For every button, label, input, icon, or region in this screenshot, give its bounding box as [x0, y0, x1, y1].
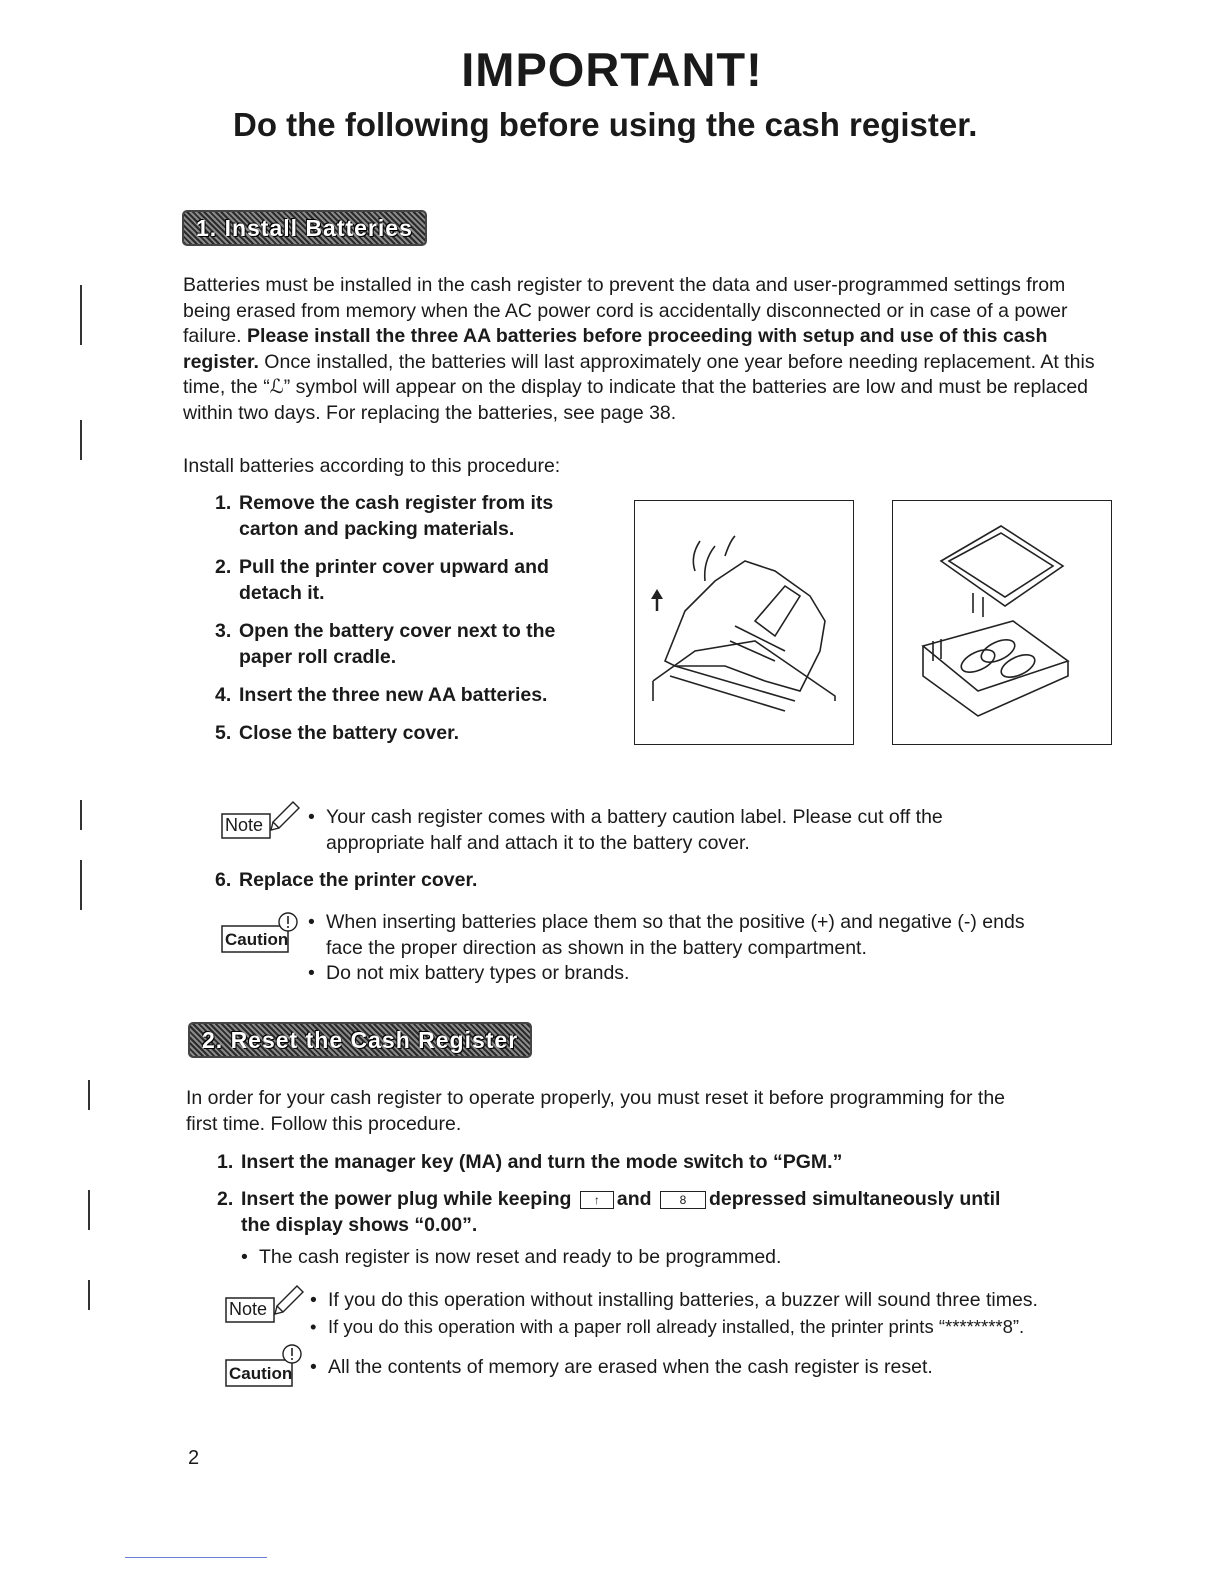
step-4	[215, 683, 625, 709]
caution-bullets	[308, 910, 1118, 987]
note-text: Your cash register comes with a battery caution label. Please cut off the	[326, 806, 943, 828]
page-subtitle: Do the following before using the cash register.	[233, 106, 978, 143]
step-text: Insert the manager key (MA) and turn the mode switch to “PGM.”	[241, 1151, 843, 1173]
step-number: 2.	[217, 1188, 234, 1210]
section-banner-reset: 2. Reset the Cash Register	[188, 1022, 532, 1058]
step-number: 4.	[215, 684, 232, 706]
note-bullets	[310, 1288, 1130, 1339]
figure-printer-cover	[634, 500, 854, 745]
scan-mark	[80, 800, 82, 830]
step-number: 6.	[215, 869, 232, 891]
step-number: 1.	[217, 1151, 234, 1173]
step-text: Open the battery cover next to the	[239, 620, 556, 642]
caution-label: Caution	[229, 1364, 293, 1383]
printer-cover-illustration	[635, 501, 853, 744]
intro-text-2: Once installed, the batteries will last approximately one year before needing replacement. At this time, the “ℒ” symbol will appear on the display to indicate that the batteries are low and must be replaced within two days. For replacing the batteries, see page 38.	[183, 350, 1095, 424]
step-text: the display shows “0.00”.	[241, 1213, 478, 1236]
step-5	[215, 721, 625, 747]
step-2	[215, 555, 625, 606]
step-3	[215, 619, 625, 670]
step-text: Pull the printer cover upward and	[239, 556, 549, 578]
step-text: Replace the printer cover.	[239, 869, 478, 891]
caution-text: face the proper direction as shown in the battery compartment.	[326, 936, 867, 959]
bullet: •	[308, 806, 315, 828]
note-text: appropriate half and attach it to the battery cover.	[326, 831, 750, 854]
scan-underline	[125, 1557, 267, 1558]
caution-text: Do not mix battery types or brands.	[326, 962, 630, 984]
step-text: Remove the cash register from its	[239, 492, 554, 514]
note-text: If you do this operation with a paper roll already installed, the printer prints “********8”.	[328, 1315, 1025, 1337]
bullet: •	[310, 1315, 317, 1337]
note-text: If you do this operation without installing batteries, a buzzer will sound three times.	[328, 1289, 1038, 1311]
reset-step-2	[217, 1187, 1097, 1238]
bullet: •	[241, 1246, 248, 1268]
bullet: •	[310, 1289, 317, 1311]
step-text: depressed simultaneously until	[708, 1188, 1001, 1210]
step-number: 1.	[215, 492, 232, 514]
step-number: 3.	[215, 620, 232, 642]
key-up-arrow: ↑	[580, 1191, 614, 1209]
section-banner-install-batteries: 1. Install Batteries	[182, 210, 427, 246]
note-badge	[221, 800, 301, 844]
note-label: Note	[229, 1299, 268, 1319]
step-text: Insert the power plug while keeping	[241, 1188, 572, 1210]
step-6	[215, 868, 477, 894]
scan-mark	[80, 285, 82, 345]
caution-badge	[221, 910, 301, 956]
scan-mark	[88, 1190, 90, 1230]
bullet: •	[308, 911, 315, 933]
bullet: •	[310, 1356, 317, 1378]
step-text: paper roll cradle.	[239, 645, 397, 668]
note-label: Note	[225, 815, 264, 835]
caution-bullet	[310, 1355, 1130, 1381]
step-text: carton and packing materials.	[239, 517, 515, 540]
reset-bullet	[241, 1245, 781, 1271]
step-1	[215, 491, 625, 542]
caution-label: Caution	[225, 930, 289, 949]
step-text: Insert the three new AA batteries.	[239, 684, 548, 706]
intro-bold: Please install the three AA batteries before proceeding with setup and use of this cash register.	[183, 325, 1048, 373]
arrow-up-icon	[651, 589, 663, 611]
scan-mark	[88, 1280, 90, 1310]
step-text: detach it.	[239, 581, 325, 604]
step-text: Close the battery cover.	[239, 722, 460, 744]
step-number: 2.	[215, 556, 232, 578]
procedure-intro: Install batteries according to this procedure:	[183, 455, 561, 477]
note-bullet	[308, 805, 1118, 856]
page-number: 2	[188, 1447, 200, 1469]
section1-intro	[183, 273, 1113, 426]
caution-text: When inserting batteries place them so that the positive (+) and negative (-) ends	[326, 911, 1025, 933]
page-title: IMPORTANT!	[461, 43, 763, 96]
scan-mark	[80, 420, 82, 460]
scan-mark	[80, 860, 82, 910]
intro-text: Batteries must be installed in the cash register to prevent the data and user-programmed settings from being erased from memory when the AC power cord is accidentally disconnected or in case of a power failure.	[183, 274, 1068, 347]
caution-badge	[225, 1342, 305, 1390]
key-8: 8	[660, 1191, 706, 1209]
section2-intro	[186, 1086, 1116, 1137]
step-text: and	[616, 1188, 652, 1210]
intro-text: In order for your cash register to operate properly, you must reset it before programming for the	[186, 1087, 1006, 1109]
figure-battery-compartment	[892, 500, 1112, 745]
caution-text: All the contents of memory are erased when the cash register is reset.	[328, 1356, 933, 1378]
bullet-text: The cash register is now reset and ready to be programmed.	[259, 1246, 782, 1268]
reset-step-1	[217, 1150, 842, 1176]
scan-mark	[88, 1080, 90, 1110]
battery-compartment-illustration	[893, 501, 1111, 744]
intro-text: first time. Follow this procedure.	[186, 1112, 462, 1135]
step-number: 5.	[215, 722, 232, 744]
note-badge	[225, 1284, 305, 1328]
bullet: •	[308, 962, 315, 984]
